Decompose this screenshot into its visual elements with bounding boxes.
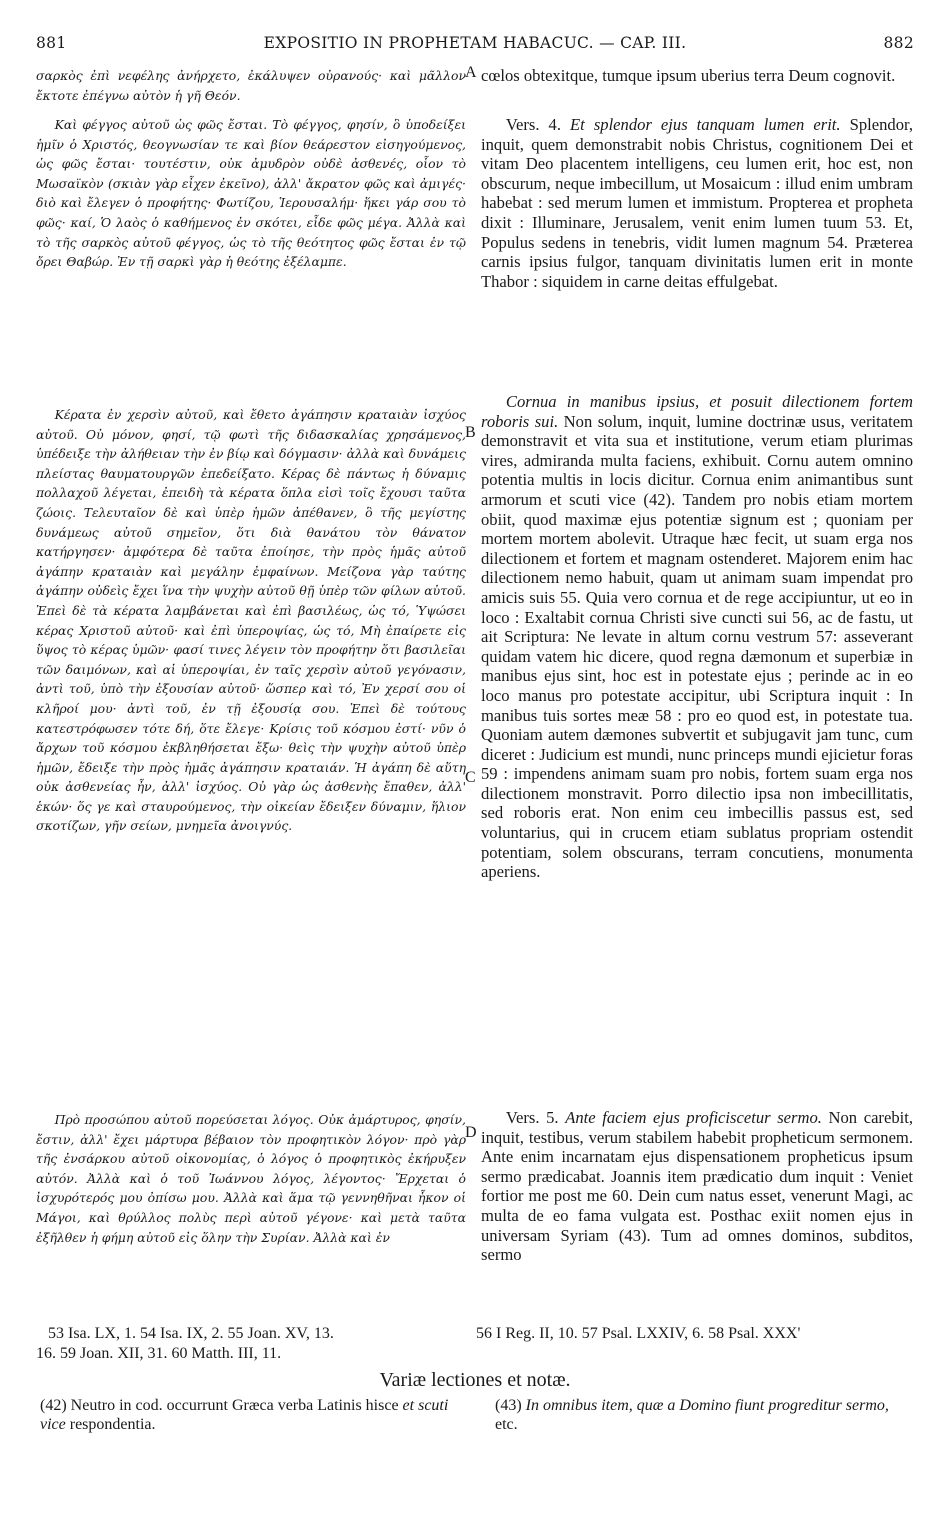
- greek-para-3: [36, 405, 466, 836]
- latin-para-4: [481, 1108, 913, 1265]
- latin-para-2: [481, 115, 913, 291]
- note-43-end: etc.: [495, 1416, 518, 1433]
- verse-5-label: Vers. 5.: [505, 1108, 559, 1127]
- greek-para-1: [36, 66, 466, 105]
- marker-c: C: [465, 769, 476, 786]
- marker-d: D: [465, 1124, 477, 1141]
- note-43: [495, 1396, 915, 1434]
- note-42: [40, 1396, 450, 1434]
- note-42-italic: et scuti vice: [40, 1397, 449, 1433]
- latin-text-2: Splendor, inquit, quem demonstrabit nobis Christus, cognitionem Dei et vitam Deo placentem intelligens, ceu lumen erit, hoc est, non obscurum, neque imbecillum, ut Mosaicum : illud enim umbram habebat : sed merum lumen et immistum. Propterea et propheta dixit : Illuminare, Jerusalem, venit enim lumen tuum 53. Et, Populus sedens in tenebris, vidit lumen magnum 54. Præterea carnis ipsius fulgor, tanquam divinitatis lumen erit in monte Thabor : siquidem in carne deitas effulgebat.: [481, 115, 913, 291]
- latin-text-4: Non carebit, inquit, testibus, verum stabilem habebit propheticum sermonem. Ante enim incarnatam ejus dispensationem propheticus ipsum sermo prædicabat. Joannis item prædicatio dum inquit : Veniet fortior me post me 60. Dein cum natus esset, venerunt Magi, ac multa de eo fama vulgata est. Posthac exiit nomen ejus in universam Syriam (43). Tum ad omnes dominos, subditos, sermo: [481, 1108, 913, 1265]
- running-title: EXPOSITIO IN PROPHETAM HABACUC. — CAP. III.: [263, 34, 687, 52]
- verse-4-lemma: Et splendor ejus tanquam lumen erit.: [570, 115, 841, 134]
- verse-4-label: Vers. 4.: [505, 115, 562, 134]
- cornua-lemma: Cornua in manibus ipsius, et posuit dilectionem fortem roboris sui.: [481, 392, 913, 431]
- latin-text-3: Non solum, inquit, lumine doctrinæ usus, veritatem demonstravit et vita sua et institutione, verum etiam plurimas vires, admiranda multa faciens, exhibuit. Cornu autem omnino potentia multis in locis dicitur. Cornua enim animantibus sunt armorum et scuti vice (42). Tandem pro nobis etiam mortem obiit, quod maximæ ejus potentiæ signum est ; quoniam per mortem mortem abolevit. Utraque hæc fecit, ut suam erga nos dilectionem et fortem et magnam ostenderet. Majorem enim hac dilectionem nemo habuit, quam ut animam suam impendat pro amicis suis 55. Quia vero cornua et de rege accipiuntur, ut eo in loco : Exaltabit cornua Christi sive cuncti sui 56, ac de fastu, ut ait Scriptura: Ne levate in altum cornu vestrum 57: asseverant quidam vatem hic dicere, quod regna dæmonum et superbiæ in manibus ejus sint, hoc est in potestate ejus ; perinde ac in eo loco manus pro potestate accipitur, ubi Scriptura inquit : In manibus tuis sortes meæ 58 : pro eo quod est, in potestate tua. Quoniam autem dæmones subvertit et subjugavit jam tunc, cum diceret : Judicium est mundi, nunc princeps mundi ejicietur foras 59 : impendens animam suam pro nobis, fortem suam erga nos dilectionem monstravit. Porro dilectio ipsa non imbecillitatis, sed roboris erat. Non enim ceu imbecillis passus est, sed voluntarius, qui in crucem etiam sublatus propriam ostendit potentiam, solem obscurans, terram concutiens, monumenta aperiens.: [481, 411, 913, 882]
- footnotes-left-line-1: 53 Isa. LX, 1. 54 Isa. IX, 2. 55 Joan. XV, 13.: [48, 1325, 334, 1342]
- greek-text-4: Πρὸ προσώπου αὐτοῦ πορεύσεται λόγος. Οὐκ ἀμάρτυρος, φησίν, ἔστιν, ἀλλ' ἔχει μάρτυρα βέβαιον τὸν προφητικὸν λόγον· πρὸ γὰρ τῆς ἐνσάρκου αὐτοῦ οἰκονομίας, ὁ λόγος ὁ προφητικὸς ἐκήρυξεν αὐτόν. Ἀλλὰ καὶ ὁ τοῦ Ἰωάννου λόγος, λέγοντος· Ἔρχεται ὁ ἰσχυρότερός μου ὀπίσω μου. Ἀλλὰ καὶ ἅμα τῷ γεννηθῆναι ἧκον οἱ Μάγοι, καὶ θρύλλος πολὺς περὶ αὐτοῦ γέγονε· καὶ μετὰ ταῦτα ἐξῆλθεν ἡ φήμη αὐτοῦ εἰς ὅλην τὴν Συρίαν. Ἀλλὰ καὶ ἐν: [36, 1112, 466, 1245]
- greek-text-1: σαρκὸς ἐπὶ νεφέλης ἀνήρχετο, ἐκάλυψεν οὐρανούς· καὶ μᾶλλον ἔκτοτε ἐπέγνω αὐτὸν ἡ γῆ Θεόν.: [36, 68, 466, 103]
- note-43-italic: In omnibus item, quæ a Domino fiunt progreditur sermo,: [525, 1397, 889, 1414]
- page-number-right: 882: [883, 34, 914, 52]
- variae-lectiones-title: Variæ lectiones et notæ.: [379, 1369, 571, 1391]
- footnotes-right-line-1: 56 I Reg. II, 10. 57 Psal. LXXIV, 6. 58 Psal. XXX': [476, 1325, 801, 1342]
- latin-para-3: [481, 392, 913, 882]
- marker-a: A: [465, 64, 477, 81]
- footnotes-left-line-2: 16. 59 Joan. XII, 31. 60 Matth. III, 11.: [36, 1345, 282, 1362]
- note-43-number: (43): [495, 1397, 522, 1414]
- marker-b: B: [465, 424, 476, 441]
- latin-text-1: cœlos obtexitque, tumque ipsum uberius terra Deum cognovit.: [481, 66, 896, 85]
- verse-5-lemma: Ante faciem ejus proficiscetur sermo.: [565, 1108, 822, 1127]
- greek-text-3: Κέρατα ἐν χερσὶν αὐτοῦ, καὶ ἔθετο ἀγάπησιν κραταιὰν ἰσχύος αὐτοῦ. Οὐ μόνον, φησί, τῷ φωτὶ τῆς διδασκαλίας χρησάμενος, ὑπέδειξε τὴν ἀλήθειαν τὴν ἐν βίῳ καὶ δόγμασιν· ἀλλὰ καὶ δυνάμεις πλείστας θαυματουργῶν ἐπεδείξατο. Κέρας δὲ πάντως ἡ δύναμις πολλαχοῦ λέγεται, ἐπειδὴ τὰ κέρατα ὅπλα εἰσὶ τοῖς ἔχουσι ταῦτα ζώοις. Τελευταῖον δὲ καὶ ὑπὲρ ἡμῶν ἀπέθανεν, ὃ τῆς μεγίστης δυνάμεως αὐτοῦ σημεῖον, ὅτι διὰ θανάτου τὸν θάνατον κατήργησεν· ἀμφότερα δὲ ταῦτα ἐποίησε, τὴν πρὸς ἡμᾶς αὐτοῦ ἀγάπην κραταιὰν καὶ μεγάλην ἐμφαίνων. Μείζονα γὰρ ταύτης ἀγάπην οὐδεὶς ἔχει ἵνα τὴν ψυχὴν αὐτοῦ θῇ ὑπὲρ τῶν φίλων αὐτοῦ. Ἐπεὶ δὲ τὰ κέρατα λαμβάνεται καὶ ἐπὶ βασιλέως, ὡς τό, Ὑψώσει κέρας Χριστοῦ αὐτοῦ· καὶ ἐπὶ ὑπεροψίας, ὡς τό, Μὴ ἐπαίρετε εἰς ὕψος τὸ κέρας ὑμῶν· φασί τινες λέγειν τὸν προφήτην ὅτι βασιλεῖαι τῶν δαιμόνων, καὶ αἱ ὑπεροψίαι, ἐν ταῖς χερσὶν αὐτοῦ γεγόνασιν, ἀντὶ τοῦ, ὑπὸ τὴν ἐξουσίαν αὐτοῦ· ὥσπερ καὶ τό, Ἐν χερσί σου οἱ κλῆροί μου· ἀντὶ τοῦ, ἐν τῇ ἐξουσίᾳ σου. Ἐπεὶ δὲ τούτους κατεστρόφωσεν τότε δή, ὅτε ἔλεγε· Κρίσις τοῦ κόσμου ἐστί· νῦν ὁ ἄρχων τοῦ κόσμου ἐκβληθήσεται ἔξω· θεὶς τὴν ψυχὴν αὐτοῦ ὑπὲρ ἡμῶν, ἔδειξε τὴν πρὸς ἡμᾶς ἀγάπησιν κραταιάν. Ἡ ἀγάπη δὲ αὕτη οὐκ ἀσθενείας ἦν, ἀλλ' ἰσχύος. Οὐ γὰρ ὡς ἀσθενὴς ἔπαθεν, ἀλλ' ἑκών· ὅς γε καὶ σταυρούμενος, τὴν οἰκείαν ἔδειξεν δύναμιν, ἥλιον σκοτίζων, γῆν σείων, μνημεῖα ἀνοιγνύς.: [36, 407, 466, 834]
- running-header: [36, 34, 914, 58]
- note-42-end: respondentia.: [69, 1416, 156, 1433]
- page-number-left: 881: [36, 34, 67, 52]
- greek-text-2: Καὶ φέγγος αὐτοῦ ὡς φῶς ἔσται. Τὸ φέγγος, φησίν, ὃ ὑποδείξει ἡμῖν ὁ Χριστός, θεογνωσίαν τε καὶ βίον θεάρεστον εἰσηγούμενος, ὡς φῶς ἔσται· τουτέστιν, οὐκ ἀμυδρὸν οὐδὲ ἀσθενές, οἷον τὸ Μωσαϊκὸν (σκιὰν γὰρ εἶχεν ἐκεῖνο), ἀλλ' ἄκρατον φῶς καὶ ἀμιγές· διὸ καὶ ἔλεγεν ὁ προφήτης· Φωτίζου, Ἱερουσαλήμ· ἥκει γάρ σου τὸ φῶς· καί, Ὁ λαὸς ὁ καθήμενος ἐν σκότει, εἶδε φῶς μέγα. Ἀλλὰ καὶ τὸ τῆς σαρκὸς αὐτοῦ φέγγος, ὡς τὸ τῆς θεότητος φῶς ἔσται ἐν τῷ ὄρει Θαβώρ. Ἐν τῇ σαρκὶ γὰρ ἡ θεότης ἐξέλαμπε.: [36, 117, 466, 270]
- latin-para-1: [481, 66, 913, 86]
- greek-para-4: [36, 1110, 466, 1247]
- greek-para-2: [36, 115, 466, 272]
- note-42-text: (42) Neutro in cod. occurrunt Græca verba Latinis hisce: [40, 1397, 399, 1414]
